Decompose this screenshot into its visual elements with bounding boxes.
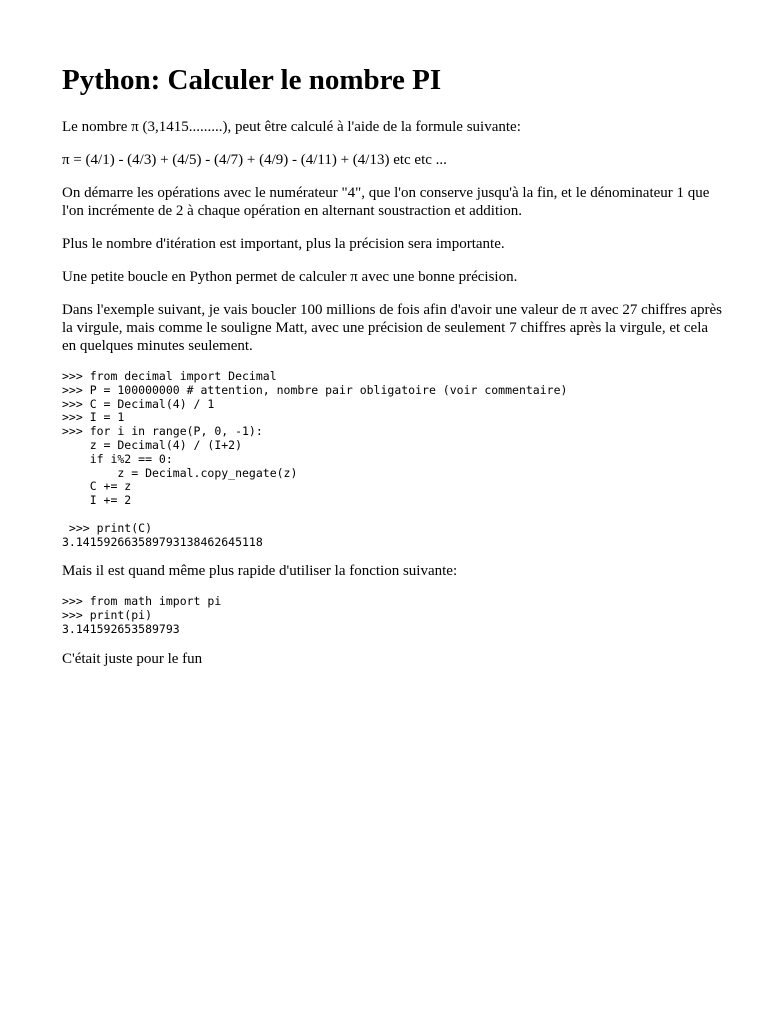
page-title: Python: Calculer le nombre PI [62, 64, 442, 96]
loop-paragraph: Une petite boucle en Python permet de calculer π avec une bonne précision. [62, 269, 518, 285]
code-block-loop: >>> from decimal import Decimal >>> P = 100000000 # attention, nombre pair obligatoire (voir commentaire) >>> C = Decimal(4) / 1 >>> I = 1 >>> for i in range(P, 0, -1): z = Decimal(4) / (I+2) if i%2 == 0: z = Decimal.copy_negate(z) C += z I += 2 >>> print(C) 3.141592663589793138462645118 [62, 369, 568, 549]
faster-paragraph: Mais il est quand même plus rapide d'utiliser la fonction suivante: [62, 563, 458, 580]
explanation-paragraph: On démarre les opérations avec le numérateur "4", que l'on conserve jusqu'à la fin, et le dénominateur 1 que l'on incrémente de 2 à chaque opération en alternant soustraction et addition. [62, 185, 710, 219]
closing-paragraph: C'était juste pour le fun [62, 650, 203, 667]
formula-paragraph: π = (4/1) - (4/3) + (4/5) - (4/7) + (4/9) - (4/11) + (4/13) etc etc ... [62, 152, 447, 168]
precision-paragraph: Plus le nombre d'itération est important, plus la précision sera importante. [62, 236, 505, 252]
example-paragraph: Dans l'exemple suivant, je vais boucler 100 millions de fois afin d'avoir une valeur de π avec 27 chiffres après la virgule, mais comme le souligne Matt, avec une précision de seulement 7 chiffres après la virgule, et cela en quelques minutes seulement. [62, 302, 722, 354]
document-page [62, 62, 722, 683]
intro-paragraph: Le nombre π (3,1415.........), peut être calculé à l'aide de la formule suivante: [62, 119, 521, 135]
code-block-math: >>> from math import pi >>> print(pi) 3.141592653589793 [62, 594, 222, 636]
